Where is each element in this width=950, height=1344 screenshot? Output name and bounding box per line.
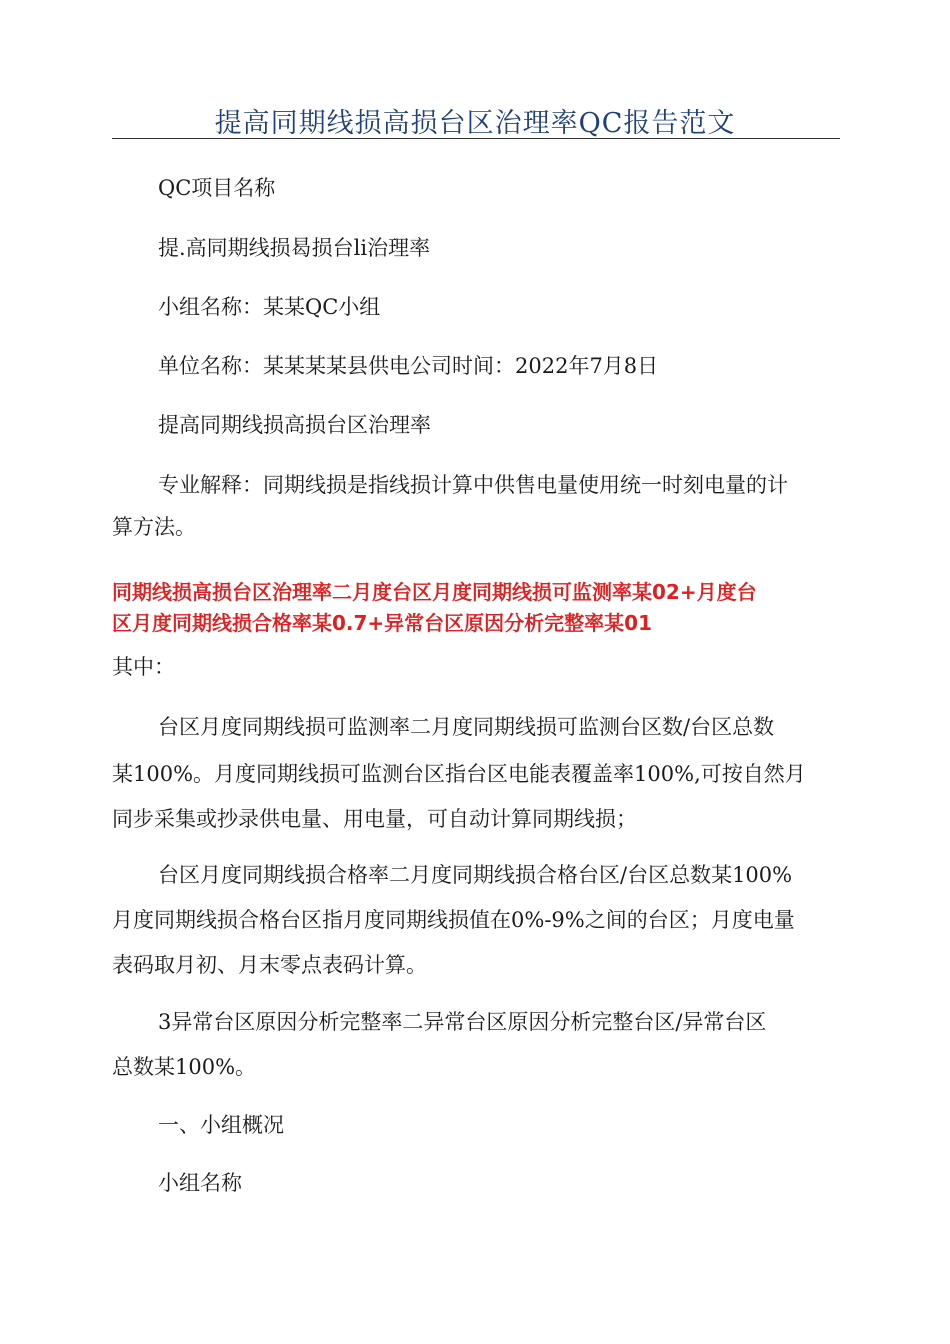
paragraph-definition-line-2: 算方法。 xyxy=(112,515,196,539)
paragraph-monitor-rate-line-2: 某100%。月度同期线损可监测台区指台区电能表覆盖率100%,可按自然月 xyxy=(112,762,806,786)
paragraph-group-name: 小组名称：某某QC小组 xyxy=(158,295,381,319)
paragraph-unit-name: 单位名称：某某某某县供电公司时间：2022年7月8日 xyxy=(158,354,659,378)
paragraph-topic: 提高同期线损高损台区治理率 xyxy=(158,413,431,437)
paragraph-project-name: 提.高同期线损曷损台li治理率 xyxy=(158,236,431,260)
formula-line-1: 同期线损高损台区治理率二月度台区月度同期线损可监测率某02+月度台 xyxy=(112,580,757,604)
formula-line-2: 区月度同期线损合格率某0.7+异常台区原因分析完整率某01 xyxy=(112,611,653,635)
paragraph-analysis-rate-line-2: 总数某100%。 xyxy=(112,1055,257,1079)
paragraph-monitor-rate-line-1: 台区月度同期线损可监测率二月度同期线损可监测台区数/台区总数 xyxy=(158,715,775,739)
section-heading-group-overview: 一、小组概况 xyxy=(158,1113,284,1137)
title-underline xyxy=(112,138,840,139)
document-title: 提高同期线损高损台区治理率QC报告范文 xyxy=(214,108,736,139)
paragraph-qualified-rate-line-1: 台区月度同期线损合格率二月度同期线损合格台区/台区总数某100% xyxy=(158,863,793,887)
paragraph-monitor-rate-line-3: 同步采集或抄录供电量、用电量，可自动计算同期线损； xyxy=(112,807,637,831)
paragraph-group-name-label: 小组名称 xyxy=(158,1171,242,1195)
paragraph-analysis-rate-line-1: 3异常台区原因分析完整率二异常台区原因分析完整台区/异常台区 xyxy=(158,1010,767,1034)
paragraph-qualified-rate-line-2: 月度同期线损合格台区指月度同期线损值在0%-9%之间的台区；月度电量 xyxy=(112,908,795,932)
paragraph-qualified-rate-line-3: 表码取月初、月末零点表码计算。 xyxy=(112,953,427,977)
paragraph-definition-line-1: 专业解释：同期线损是指线损计算中供售电量使用统一时刻电量的计 xyxy=(158,473,788,497)
paragraph-where: 其中： xyxy=(112,655,175,679)
paragraph-project-name-label: QC项目名称 xyxy=(158,176,276,200)
